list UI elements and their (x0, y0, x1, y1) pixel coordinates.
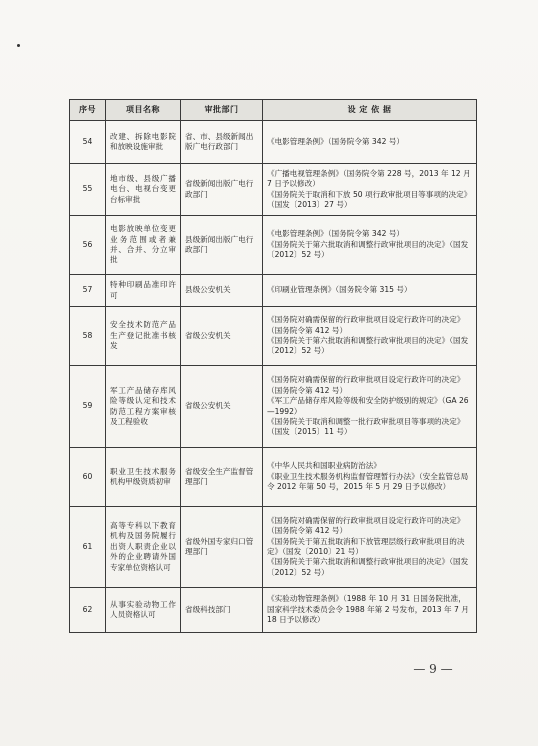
legal-basis-line: 《国务院对确需保留的行政审批项目设定行政许可的决定》（国务院令第 412 号） (267, 375, 465, 395)
approval-dept: 省级公安机关 (181, 366, 263, 448)
approval-dept: 省级外国专家归口管理部门 (181, 507, 263, 588)
row-number: 54 (70, 121, 106, 164)
table-row (70, 588, 477, 633)
item-name: 特种印刷品准印许可 (106, 275, 181, 307)
table-row (70, 275, 477, 307)
legal-basis-cell (263, 507, 477, 588)
legal-basis-cell (263, 448, 477, 507)
table-row (70, 216, 477, 275)
header-item-name: 项目名称 (106, 100, 181, 121)
legal-basis-cell (263, 588, 477, 633)
row-number: 57 (70, 275, 106, 307)
legal-basis-cell (263, 307, 477, 366)
legal-basis-cell (263, 164, 477, 216)
item-name: 从事实验动物工作人员资格认可 (106, 588, 181, 633)
legal-basis-line: 《军工产品储存库风险等级和安全防护级别的规定》（GA 26—1992） (267, 396, 469, 416)
row-number: 62 (70, 588, 106, 633)
row-number: 56 (70, 216, 106, 275)
approval-dept: 省级科技部门 (181, 588, 263, 633)
table-row (70, 307, 477, 366)
table-row (70, 164, 477, 216)
legal-basis-line: 《广播电视管理条例》（国务院令第 228 号，2013 年 12 月 7 日予以修改） (267, 168, 471, 189)
legal-basis-cell (263, 366, 477, 448)
table-row (70, 366, 477, 448)
table-header-row (70, 100, 477, 121)
approval-dept: 省、市、县级新闻出版广电行政部门 (181, 121, 263, 164)
legal-basis-line: 《中华人民共和国职业病防治法》 (267, 461, 381, 471)
legal-basis-line: 《实验动物管理条例》（1988 年 10 月 31 日国务院批准，国家科学技术委员会令 1988 年第 2 号发布，2013 年 7 月 18 日予以修改） (267, 594, 469, 625)
legal-basis-line: 《国务院关于第六批取消和调整行政审批项目的决定》（国发〔2012〕52 号） (267, 336, 469, 356)
item-name: 高等专科以下教育机构及国务院履行出资人职责企业以外的企业聘请外国专家单位资格认可 (106, 507, 181, 588)
legal-basis-line: 《国务院关于第六批取消和调整行政审批项目的决定》（国发〔2012〕52 号） (267, 239, 469, 260)
approval-dept: 省级新闻出版广电行政部门 (181, 164, 263, 216)
item-name: 安全技术防范产品生产登记批准书核发 (106, 307, 181, 366)
approval-dept: 省级安全生产监督管理部门 (181, 448, 263, 507)
table-row (70, 448, 477, 507)
item-name: 军工产品储存库风险等级认定和技术防范工程方案审核及工程验收 (106, 366, 181, 448)
legal-basis-line: 《国务院关于取消和调整一批行政审批项目等事项的决定》（国发〔2015〕11 号） (267, 416, 465, 437)
row-number: 55 (70, 164, 106, 216)
legal-basis-line: 《印刷业管理条例》（国务院令第 315 号） (267, 285, 412, 295)
approval-dept: 县级公安机关 (181, 275, 263, 307)
legal-basis-line: 《职业卫生技术服务机构监督管理暂行办法》（安全监管总局令 2012 年第 50 号，2015 年 5 月 29 日予以修改） (267, 471, 469, 492)
header-legal-basis: 设 定 依 据 (263, 100, 477, 121)
row-number: 58 (70, 307, 106, 366)
legal-basis-line: 《电影管理条例》（国务院令第 342 号） (267, 136, 405, 146)
row-number: 61 (70, 507, 106, 588)
table-row (70, 121, 477, 164)
header-approval-dept: 审批部门 (181, 100, 263, 121)
item-name: 职业卫生技术服务机构甲级资质初审 (106, 448, 181, 507)
item-name: 地市级、县级广播电台、电视台变更台标审批 (106, 164, 181, 216)
page-number: — 9 — (413, 662, 453, 676)
row-number: 60 (70, 448, 106, 507)
approval-items-table (69, 99, 477, 633)
legal-basis-line: 《国务院关于第六批取消和调整行政审批项目的决定》（国发〔2012〕52 号） (267, 557, 469, 577)
legal-basis-line: 《国务院对确需保留的行政审批项目设定行政许可的决定》（国务院令第 412 号） (267, 315, 465, 335)
legal-basis-line: 《国务院对确需保留的行政审批项目设定行政许可的决定》（国务院令第 412 号） (267, 515, 465, 536)
approval-dept: 省级公安机关 (181, 307, 263, 366)
row-number: 59 (70, 366, 106, 448)
legal-basis-line: 《电影管理条例》（国务院令第 342 号） (267, 229, 405, 239)
legal-basis-cell (263, 121, 477, 164)
header-number: 序号 (70, 100, 106, 121)
legal-basis-cell (263, 275, 477, 307)
page-mark (17, 44, 20, 47)
approval-dept: 县级新闻出版广电行政部门 (181, 216, 263, 275)
legal-basis-cell (263, 216, 477, 275)
legal-basis-line: 《国务院关于第五批取消和下放管理层级行政审批项目的决定》（国发〔2010〕21 号） (267, 536, 465, 556)
legal-basis-line: 《国务院关于取消和下放 50 项行政审批项目等事项的决定》（国发〔2013〕27 号） (267, 189, 472, 209)
item-name: 电影放映单位变更业务范围或者兼并、合并、分立审批 (106, 216, 181, 275)
table-row (70, 507, 477, 588)
item-name: 改建、拆除电影院和放映设施审批 (106, 121, 181, 164)
